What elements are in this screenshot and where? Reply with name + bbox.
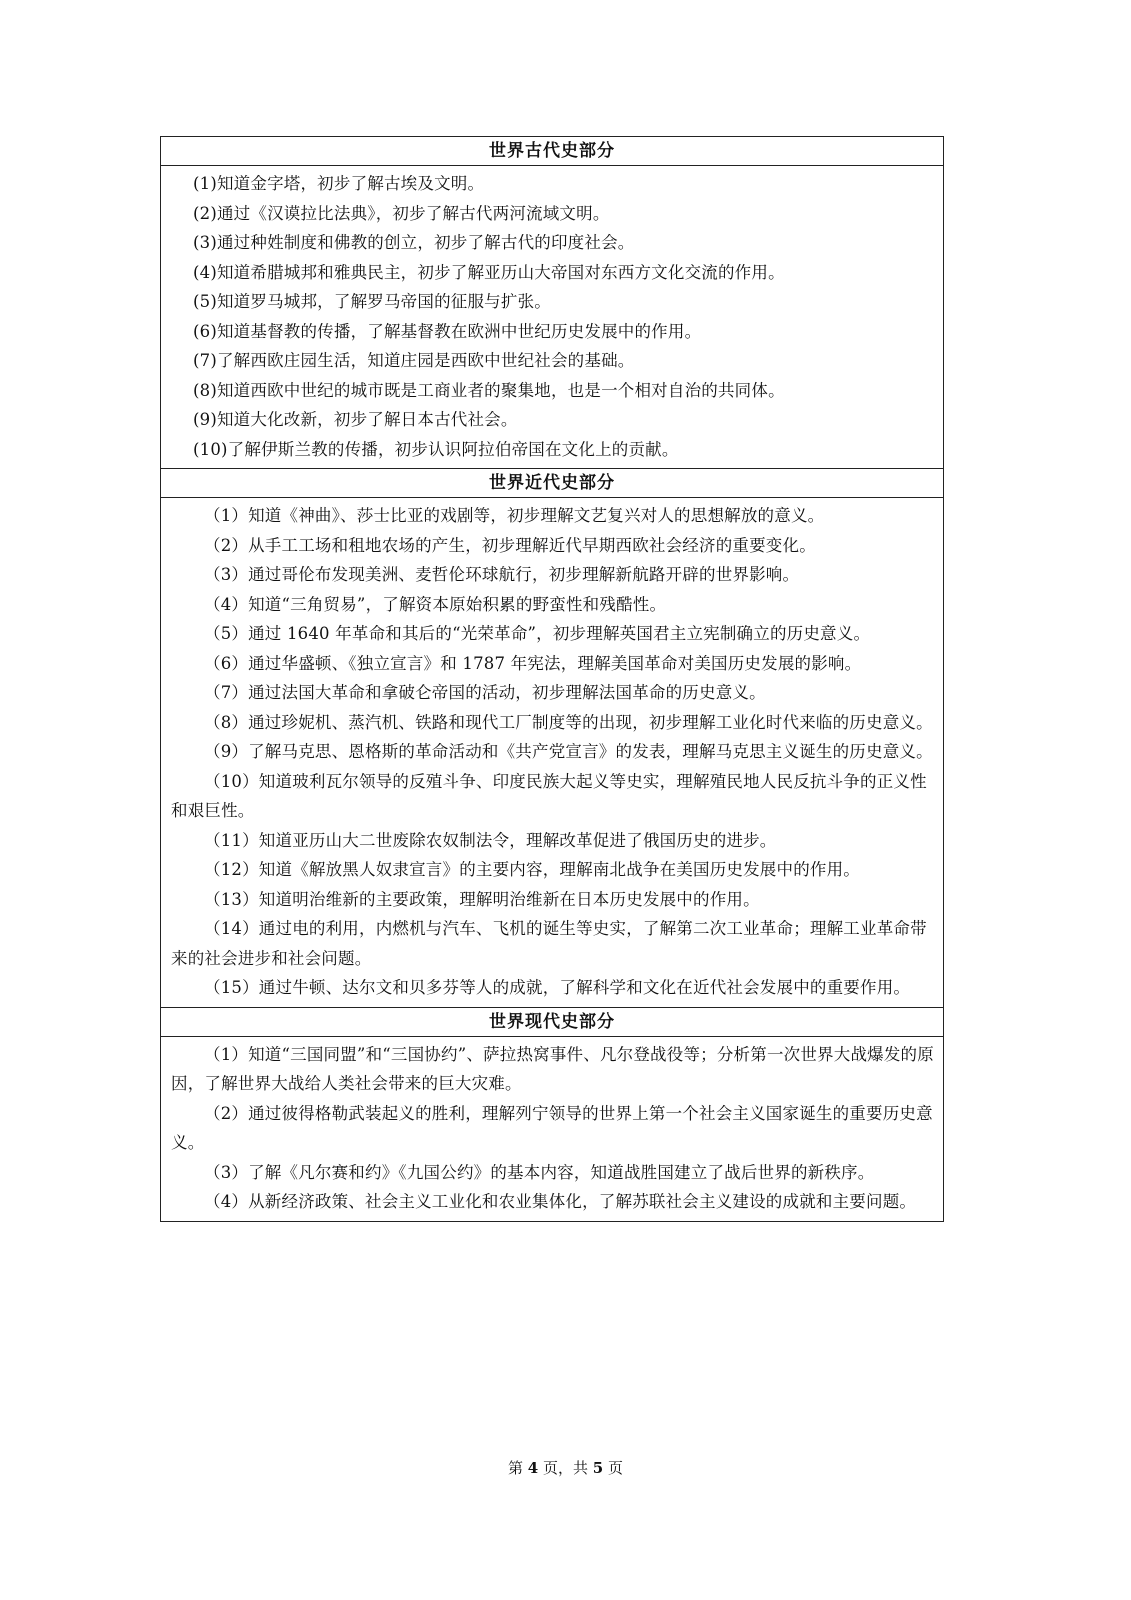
list-item: (5)知道罗马城邦，了解罗马帝国的征服与扩张。: [193, 292, 551, 311]
list-item: (8)知道西欧中世纪的城市既是工商业者的聚集地，也是一个相对自治的共同体。: [193, 380, 785, 400]
list-item: （1）知道《神曲》、莎士比亚的戏剧等，初步理解文艺复兴对人的思想解放的意义。: [204, 506, 825, 525]
list-item: (9)知道大化改新，初步了解日本古代社会。: [193, 410, 518, 429]
section-title-ancient: 世界古代史部分: [161, 137, 944, 166]
list-item: （2）从手工工场和租地农场的产生，初步理解近代早期西欧社会经济的重要变化。: [204, 535, 816, 555]
list-item: （6）通过华盛顿、《独立宣言》和 1787 年宪法，理解美国革命对美国历史发展的影响。: [204, 653, 862, 673]
list-item: （2）通过彼得格勒武装起义的胜利，理解列宁领导的世界上第一个社会主义国家诞生的重要历史意义。: [171, 1103, 933, 1152]
section-content-row-ancient: [161, 166, 944, 469]
list-item: （3）了解《凡尔赛和约》《九国公约》的基本内容，知道战胜国建立了战后世界的新秩序。: [204, 1162, 875, 1182]
list-item: （3）通过哥伦布发现美洲、麦哲伦环球航行，初步理解新航路开辟的世界影响。: [204, 565, 800, 584]
list-item: （10）知道玻利瓦尔领导的反殖斗争、印度民族大起义等史实，理解殖民地人民反抗斗争的正义性和艰巨性。: [171, 771, 927, 820]
section-content-row-contemporary: [161, 1036, 944, 1221]
list-item: （5）通过 1640 年革命和其后的“光荣革命”，初步理解英国君主立宪制确立的历史意义。: [204, 624, 871, 643]
list-item: （12）知道《解放黑人奴隶宣言》的主要内容，理解南北战争在美国历史发展中的作用。: [204, 860, 860, 879]
list-item: (1)知道金字塔，初步了解古埃及文明。: [193, 174, 485, 193]
section-body-contemporary: [161, 1036, 944, 1221]
footer-middle: 页，共: [542, 1459, 588, 1477]
list-item: (6)知道基督教的传播，了解基督教在欧洲中世纪历史发展中的作用。: [193, 321, 702, 341]
section-row-ancient: [161, 137, 944, 166]
list-item: （14）通过电的利用，内燃机与汽车、飞机的诞生等史实，了解第二次工业革命；理解工业革命带来的社会进步和社会问题。: [171, 919, 927, 968]
list-item: (7)了解西欧庄园生活，知道庄园是西欧中世纪社会的基础。: [193, 351, 635, 370]
list-item: (3)通过种姓制度和佛教的创立，初步了解古代的印度社会。: [193, 233, 635, 252]
section-title-early-modern: 世界近代史部分: [161, 469, 944, 498]
list-item: （8）通过珍妮机、蒸汽机、铁路和现代工厂制度等的出现，初步理解工业化时代来临的历史意义。: [204, 712, 933, 732]
footer-total-pages: 5: [592, 1459, 604, 1477]
section-content-row-early-modern: [161, 498, 944, 1008]
list-item: （7）通过法国大革命和拿破仑帝国的活动，初步理解法国革命的历史意义。: [204, 683, 766, 702]
footer-current-page: 4: [527, 1459, 539, 1477]
list-item: （11）知道亚历山大二世废除农奴制法令，理解改革促进了俄国历史的进步。: [204, 830, 777, 850]
list-item: (10)了解伊斯兰教的传播，初步认识阿拉伯帝国在文化上的贡献。: [193, 439, 679, 459]
syllabus-table: [160, 136, 944, 1222]
section-row-contemporary: [161, 1007, 944, 1036]
page-number-footer: [0, 1458, 1131, 1478]
section-body-early-modern: [161, 498, 944, 1008]
section-row-early-modern: [161, 469, 944, 498]
list-item: （13）知道明治维新的主要政策，理解明治维新在日本历史发展中的作用。: [204, 889, 760, 909]
list-item: （4）从新经济政策、社会主义工业化和农业集体化，了解苏联社会主义建设的成就和主要问题。: [204, 1192, 917, 1211]
section-title-contemporary: 世界现代史部分: [161, 1007, 944, 1036]
footer-prefix: 第: [507, 1459, 523, 1477]
list-item: (4)知道希腊城邦和雅典民主，初步了解亚历山大帝国对东西方文化交流的作用。: [193, 262, 785, 282]
list-item: （1）知道“三国同盟”和“三国协约”、萨拉热窝事件、凡尔登战役等；分析第一次世界大战爆发的原因，了解世界大战给人类社会带来的巨大灾难。: [171, 1044, 934, 1093]
list-item: （9）了解马克思、恩格斯的革命活动和《共产党宣言》的发表，理解马克思主义诞生的历史意义。: [204, 742, 933, 761]
list-item: (2)通过《汉谟拉比法典》，初步了解古代两河流域文明。: [193, 203, 610, 223]
footer-suffix: 页: [608, 1459, 624, 1477]
section-body-ancient: [161, 166, 944, 469]
list-item: （15）通过牛顿、达尔文和贝多芬等人的成就，了解科学和文化在近代社会发展中的重要作用。: [204, 978, 911, 997]
list-item: （4）知道“三角贸易”，了解资本原始积累的野蛮性和残酷性。: [204, 594, 667, 614]
